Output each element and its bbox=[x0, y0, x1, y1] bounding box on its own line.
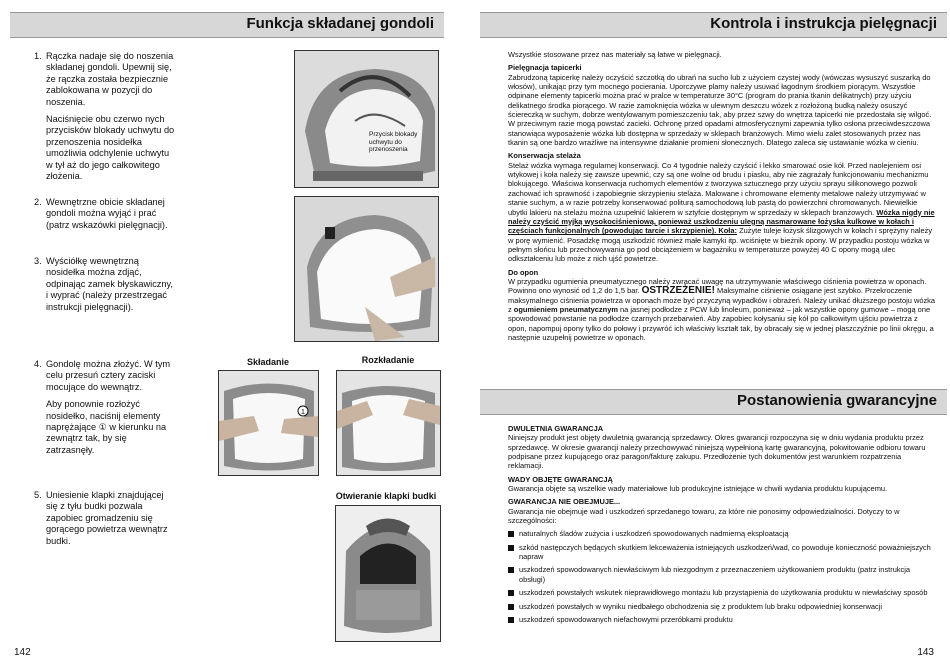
warranty-text-1: Niniejszy produkt jest objęty dwuletnią gwarancją sprzedawcy. Okres gwarancji rozpoczyna się w dniu wydania produktu przez sprzedawcę. W okresie gwarancji należy przechowywać niniejszą wypełnioną kartę gwarancyjną, pokwitowanie odbioru towaru podpisane przez kupującego oraz paragon/fakturę zakupu. Przedłożenie tych dokumentów jest warunkiem rozpatrzenia reklamacji. bbox=[508, 433, 926, 471]
section-header-warranty: Postanowienia gwarancyjne bbox=[480, 389, 947, 415]
list-item: szkód następczych będących skutkiem lekceważenia istniejących uszkodzeń/wad, co powoduje konieczność poważniejszych napraw bbox=[508, 543, 938, 562]
list-item: uszkodzeń spowodowanych niewłaściwym lub niezgodnym z przeznaczeniem użytkowaniem produktu (patrz instrukcja obsługi) bbox=[508, 565, 938, 584]
step-3-text: Wyściółkę wewnętrzną nosidełka można zdjąć, odpinając zamek błyskawiczny, i wyprać (należy przestrzegać instrukcji pielęgnacji). bbox=[46, 256, 173, 312]
caption-folding: Składanie bbox=[246, 357, 290, 367]
marker-1: 1 bbox=[301, 409, 305, 416]
frame-paragraph bbox=[508, 161, 938, 264]
step-1-text-2: Naciśnięcie obu czerwo nych przycisków blokady uchwytu do przenoszenia nosidełka umożliwia odchylenie uchwytu w tył aż do jego całkowitego złożenia. bbox=[46, 114, 175, 182]
list-item: naturalnych śladów zużycia i uszkodzeń spowodowanych nadmierną eksploatacją bbox=[508, 529, 938, 538]
list-item: uszkodzeń powstałych wskutek nieprawidłowego montażu lub przystąpienia do użytkowania produktu w niewłaściwy sposób bbox=[508, 588, 938, 597]
frame-text: Stelaż wózka wymaga regularnej konserwacji. Co 4 tygodnie należy czyścić i lekko smarować osie kół. Przed naolejeniem osi wtykowej i koła należy się zawsze upewnić, czy są one wolne od brudu i piasku, aby nie zagrażały funkcjonowaniu mechanizmu blokującego. Właściwa konserwacja ruchomych elementów z tworzywa sztucznego przy użyciu sprayu silikonowego pozwoli zachować ich sprawność i zapobiegnie skrzypieniu stelaża. Malowane i chromowane elementy metalowe należy utrzymywać w stanie suchym, a w razie potrzeby konserwować politurą samochodową lub pastą do powierzchni chromowanych. Niewielkie ubytki lakieru na stelażu można uzupełnić lakierem w sztyfcie dostępnym w sprzedaży w sklepach branżowych. bbox=[508, 160, 929, 217]
carrycot-lining-illustration bbox=[295, 197, 438, 341]
hood-flap-illustration bbox=[336, 506, 440, 641]
page-number-left: 142 bbox=[14, 647, 31, 658]
frame-warning: Wózka nigdy nie należy czyścić myjką wysokociśnieniową, ponieważ uszkodzeniu ulegną nasmarowane łożyska kulkowe w kołach i częściach funkcjonalnych (powodując tarcie i skrzypienie). Koła: bbox=[508, 207, 935, 236]
warranty-title-2: WADY OBJĘTE GWARANCJĄ bbox=[508, 474, 613, 484]
step-3: 3. Wyściółkę wewnętrzną nosidełka można zdjąć, odpinając zamek błyskawiczny, i wyprać (należy przestrzegać instrukcji pielęgnacji). bbox=[46, 256, 176, 319]
frame-title: Konserwacja stelaża bbox=[508, 151, 581, 161]
list-item: uszkodzeń powstałych w wyniku niedbałego obchodzenia się z produktem lub braku odpowiedniej konserwacji bbox=[508, 602, 938, 611]
photo-unfolding bbox=[336, 370, 441, 476]
step-5-text: Uniesienie klapki znajdującej się z tyłu budki pozwala zapobiec gromadzeniu się gorącego powietrza wewnątrz budki. bbox=[46, 490, 168, 546]
tyres-bold: ogumieniem pneumatycznym bbox=[513, 304, 618, 314]
warranty-text-2: Gwarancja objęte są wszelkie wady materiałowe lub produkcyjne istniejące w chwili wydania produktu kupującemu. bbox=[508, 484, 888, 494]
care-intro: Wszystkie stosowane przez nas materiały są łatwe w pielęgnacji. bbox=[508, 50, 722, 59]
list-item: uszkodzeń spowodowanych niefachowymi przeróbkami produktu bbox=[508, 615, 938, 624]
step-1-text: Rączka nadaje się do noszenia składanej gondoli. Upewnij się, że rączka została bezpiecznie zablokowana w pozycji do noszenia. bbox=[46, 51, 174, 107]
photo-inner-lining bbox=[294, 196, 439, 342]
upholstery-title: Pielęgnacja tapicerki bbox=[508, 63, 582, 73]
upholstery-text: Zabrudzoną tapicerkę należy oczyścić szczotką do ubrań na sucho lub z użyciem czystej wody (wówczas wysuszyć suszarką do włosów), unikając przy tym mocnego pocierania. Uporczywe plamy należy usuwać łagodnym środkiem piorącym. Wszystkie odpinane elementy tapicerki można prać w pralce w temperaturze 30°C (program do prania tkanin delikatnych) przy użyciu delikatnego środka piorącego. W razie zamoknięcia wózka w ulewnym deszczu wózek z rozłożoną budką należy osuszyć ściereczką w suchym, dobrze wentylowanym pomieszczeniu tak, aby przez szwy do wnętrza tapicerki nie przedostała się wilgoć. W przeciwnym razie mogą powstać zacieki. Ochronę przed opadami atmosferycznymi zapewnia tylko osłona przeciwdeszczowa stanowiąca wyposażenie wózka lub dostępna w sprzedaży w sklepach branżowych. Mimo wielu zalet stosowanych przez nas tkanin są one bardzo wrażliwe na intensywne działanie promieni słonecznych. Dlatego zaleca się ustawianie wózka w cieniu. bbox=[508, 72, 932, 148]
step-2: 2. Wewnętrzne obicie składanej gondoli można wyjąć i prać (patrz wskazówki pielęgnacji). bbox=[46, 197, 176, 237]
tyres-paragraph bbox=[508, 277, 938, 342]
section-header-folding: Funkcja składanej gondoli bbox=[10, 12, 444, 38]
photo-hood-flap bbox=[335, 505, 441, 642]
tyres-text-1: W przypadku ogumienia pneumatycznego należy zwracać uwagę na utrzymywanie właściwego ciśnienia powietrza w oponach. Powinno ono wynosić od 1,2 do 1,5 bar. bbox=[508, 276, 927, 296]
caption-flap: Otwieranie klapki budki bbox=[335, 491, 437, 501]
step-1: 1. Rączka nadaje się do noszenia składanej gondoli. Upewnij się, że rączka została bezpiecznie zablokowana w pozycji do noszenia. Naciśnięcie obu czerwo nych przycisków blokady uchwytu do przenoszenia nosidełka umożliwia odchylenie uchwytu w tył aż do jego całkowitego złożenia. bbox=[34, 51, 175, 182]
warranty-column bbox=[508, 424, 938, 628]
tyres-text-2: Maksymalne ciśnienie osiągane jest szybko. Przekroczenie maksymalnego ciśnienia powietrza w oponach może być przyczyną wypadków i obrażeń. Należy unikać dłuższego postoju wózka z bbox=[508, 286, 936, 314]
care-column bbox=[508, 50, 938, 346]
carrycot-handle-illustration bbox=[295, 51, 438, 187]
step-4-text: Gondolę można złożyć. W tym celu przesuń cztery zaciski mocujące do wewnątrz. bbox=[46, 359, 171, 392]
frame-text-2: Zużyte tuleje łożysk ślizgowych w kołach i sprężyny należy w porę wymienić. Posadzkę mogą uszkodzić również małe kamyki itp. wciśnięte w bieżnik opony. W przypadku postoju wózka w pełnym słońcu lub przechowywania go pod obciążeniem w bagażniku w temperaturze powyżej 40 C opony mogą ulec odkształceniu lub może z nich ujść powietrze. bbox=[508, 226, 933, 264]
photo-handle-release bbox=[294, 50, 439, 188]
tyres-title: Do opon bbox=[508, 267, 539, 277]
photo-label-lock-button: Przycisk blokady uchwytu do przenoszenia bbox=[369, 131, 418, 153]
page-number-right: 143 bbox=[917, 647, 934, 658]
caption-unfolding: Rozkładanie bbox=[361, 355, 415, 365]
step-4-text-2: Aby ponownie rozłożyć nosidełko, naciśnij elementy naprężające ① w kierunku na zewnątrz tak, by się zatrzasnęły. bbox=[46, 399, 167, 455]
warranty-title-3: GWARANCJA NIE OBEJMUJE... bbox=[508, 497, 621, 507]
section-header-care: Kontrola i instrukcja pielęgnacji bbox=[480, 12, 947, 38]
warranty-text-3: Gwarancja nie obejmuje wad i uszkodzeń sprzedanego towaru, za które nie ponosimy odpowiedzialności. Dotyczy to w szczególności: bbox=[508, 506, 900, 526]
unfolding-illustration bbox=[337, 371, 440, 475]
warranty-title-1: DWULETNIA GWARANCJA bbox=[508, 424, 604, 433]
exclusions-list bbox=[508, 529, 938, 624]
tyres-caution: OSTRZEŻENIE! bbox=[641, 285, 715, 297]
folding-illustration bbox=[219, 371, 318, 475]
right-page bbox=[475, 0, 950, 662]
photo-folding bbox=[218, 370, 319, 476]
step-4: 4. Gondolę można złożyć. W tym celu przesuń cztery zaciski mocujące do wewnątrz. Aby ponownie rozłożyć nosidełko, naciśnij elementy naprężające ① w kierunku na zewnątrz tak, by się zatrzasnęły. bbox=[46, 359, 176, 462]
step-2-text: Wewnętrzne obicie składanej gondoli można wyjąć i prać (patrz wskazówki pielęgnacji). bbox=[46, 197, 168, 230]
step-5: 5. Uniesienie klapki znajdującej się z tyłu budki pozwala zapobiec gromadzeniu się gorącego powietrza wewnątrz budki. bbox=[46, 490, 176, 553]
tyres-text-3: na jasnej podłodze z PCW lub linoleum, ponieważ – jak wszystkie opony gumowe – mogą one spowodować powstanie na podłodze czarnych przebarwień. Aby zapobiec kołysaniu się kół po całkowitym ujściu powietrza z opon, napompuj opony tylko do połowy i przywróć ich właściwy kształt tak, by obracały się w jednej płaszczyźnie po linii okręgu, a następnie uzupełnij powietrze w oponach. bbox=[508, 304, 934, 342]
